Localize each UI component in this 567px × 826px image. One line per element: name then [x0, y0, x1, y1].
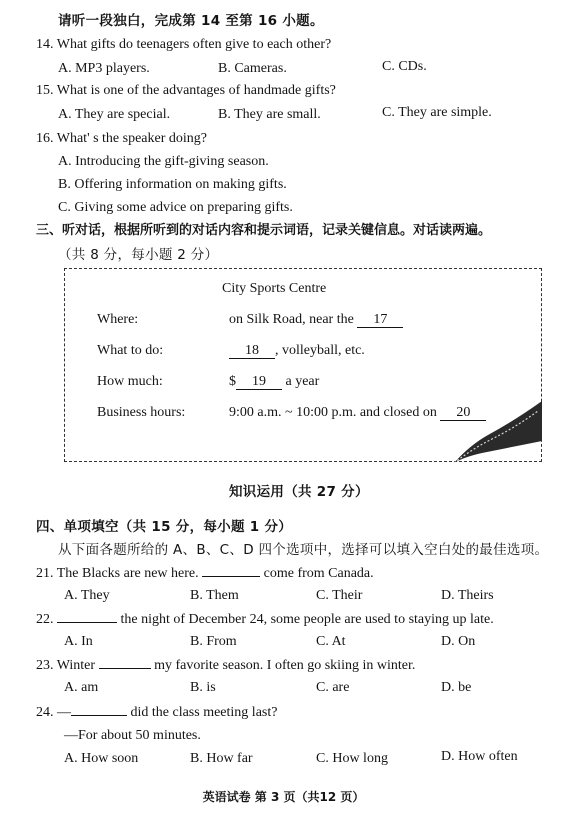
q23-option-d: D. be — [441, 680, 472, 695]
card-label-how-much: How much: — [97, 374, 163, 389]
section3-heading: 三、听对话，根据所听到的对话内容和提示词语，记录关键信息。对话读两遍。 — [36, 223, 492, 238]
q16-option-b: B. Offering information on making gifts. — [58, 177, 287, 192]
q15-option-b: B. They are small. — [218, 107, 321, 122]
how-much-text: a year — [282, 374, 320, 389]
q24-post: did the class meeting last? — [130, 705, 278, 720]
q14-option-c: C. CDs. — [382, 59, 427, 74]
q21-option-b: B. Them — [190, 588, 239, 603]
card-label-business-hours: Business hours: — [97, 405, 186, 420]
q23-post: my favorite season. I often go skiing in winter. — [154, 658, 416, 673]
monologue-instruction: 请听一段独白，完成第 14 至第 16 小题。 — [58, 13, 324, 29]
q21-pre: The Blacks are new here. — [56, 566, 199, 581]
question-21 — [36, 564, 374, 583]
question-15: 15. What is one of the advantages of handmade gifts? — [36, 83, 336, 98]
question-24 — [36, 703, 277, 722]
card-value-business-hours — [229, 404, 486, 422]
q23-number: 23. — [36, 658, 54, 673]
q22-option-c: C. At — [316, 634, 346, 649]
q24-option-a: A. How soon — [64, 751, 139, 766]
q23-option-a: A. am — [64, 680, 99, 695]
section4-heading: 四、单项填空（共 15 分，每小题 1 分） — [36, 519, 293, 535]
card-value-how-much — [229, 373, 319, 391]
q21-option-c: C. Their — [316, 588, 363, 603]
q24-option-b: B. How far — [190, 751, 253, 766]
blank-19: 19 — [236, 374, 282, 390]
q21-blank — [202, 564, 260, 577]
page-footer: 英语试卷 第 3 页（共12 页） — [202, 790, 365, 804]
q16-option-a: A. Introducing the gift-giving season. — [58, 154, 269, 169]
q14-option-b: B. Cameras. — [218, 61, 287, 76]
what-to-do-text: , volleyball, etc. — [275, 343, 365, 358]
q22-option-b: B. From — [190, 634, 237, 649]
question-23 — [36, 656, 415, 675]
q15-option-c: C. They are simple. — [382, 105, 492, 120]
card-value-where — [229, 311, 403, 329]
card-label-where: Where: — [97, 312, 139, 327]
section3-points: （共 8 分，每小题 2 分） — [58, 247, 219, 263]
q24-option-c: C. How long — [316, 751, 388, 766]
q22-option-d: D. On — [441, 634, 476, 649]
q23-option-b: B. is — [190, 680, 216, 695]
where-text: on Silk Road, near the — [229, 312, 358, 327]
q22-number: 22. — [36, 612, 54, 627]
dollar-sign: $ — [229, 374, 236, 389]
q21-post: come from Canada. — [263, 566, 374, 581]
q24-dash: — — [57, 705, 71, 720]
section4-instruction: 从下面各题所给的 A、B、C、D 四个选项中，选择可以填入空白处的最佳选项。 — [58, 542, 549, 558]
q24-number: 24. — [36, 705, 54, 720]
card-label-what-to-do: What to do: — [97, 343, 164, 358]
blank-20: 20 — [440, 405, 486, 421]
q24-option-d: D. How often — [441, 749, 518, 764]
business-hours-text: 9:00 a.m. ~ 10:00 p.m. and closed on — [229, 405, 441, 420]
question-22 — [36, 610, 494, 629]
page-curl-icon — [452, 401, 544, 465]
q22-post: the night of December 24, some people are used to staying up late. — [120, 612, 494, 627]
q24-reply: —For about 50 minutes. — [64, 728, 201, 743]
blank-17: 17 — [357, 312, 403, 328]
q23-option-c: C. are — [316, 680, 350, 695]
q24-blank — [71, 703, 127, 716]
question-14: 14. What gifts do teenagers often give to each other? — [36, 37, 332, 52]
question-16: 16. What' s the speaker doing? — [36, 131, 207, 146]
q22-option-a: A. In — [64, 634, 93, 649]
q21-number: 21. — [36, 566, 54, 581]
q21-option-a: A. They — [64, 588, 110, 603]
blank-18: 18 — [229, 343, 275, 359]
q22-blank — [57, 610, 117, 623]
q21-option-d: D. Theirs — [441, 588, 494, 603]
q16-option-c: C. Giving some advice on preparing gifts. — [58, 200, 293, 215]
q23-blank — [99, 656, 151, 669]
q23-pre: Winter — [56, 658, 96, 673]
q14-option-a: A. MP3 players. — [58, 61, 150, 76]
knowledge-title: 知识运用（共 27 分） — [229, 484, 369, 500]
card-value-what-to-do — [229, 342, 365, 360]
card-title: City Sports Centre — [222, 281, 327, 296]
q15-option-a: A. They are special. — [58, 107, 171, 122]
